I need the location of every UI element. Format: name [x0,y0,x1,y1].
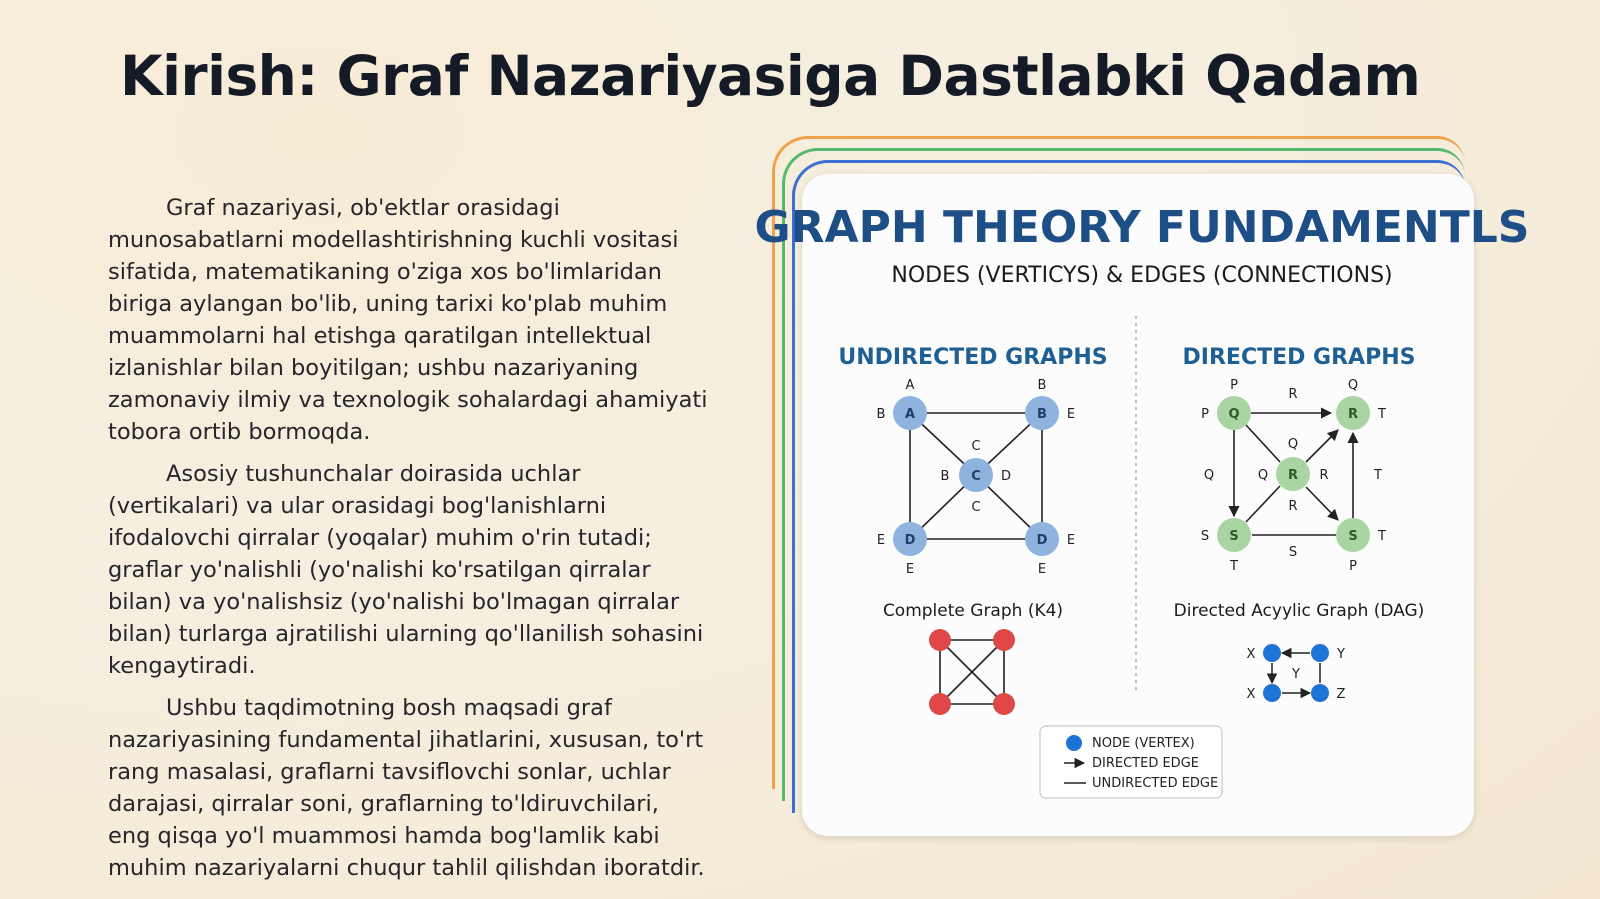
vertex-tag: B [1037,378,1047,393]
paragraph-intro: Graf nazariyasi, ob'ektlar orasidagi munosabatlarni modellashtirishning kuchli vositasi sifatida, matematikaning o'ziga xos bo'limlaridan biriga aylangan bo'lib, uning tarixi ko'plab muhim muammolarni hal etishga qaratilgan intellektual izlanishlar bilan boyitilgan; ushbu nazariyaning zamonaviy ilmiy va texnologik sohalardagi ahamiyati tobora ortib bormoqda. [108,195,708,445]
node-label: S [1229,529,1239,544]
edge [1246,486,1280,522]
vertex-tag: A [905,378,915,393]
vertex-tag: T [1230,559,1238,574]
node-label: R [1287,468,1299,483]
infographic-panel [754,136,1530,846]
dag-tag: X [1246,687,1256,702]
dot-icon [1066,735,1082,751]
vertex-tag: P [1230,378,1238,393]
vertex-tag: E [1066,407,1076,422]
edge-tag: Q [1203,468,1215,483]
dag-node [1311,684,1329,702]
infographic-subtitle: NODES (VERTICYS) & EDGES (CONNECTIONS) [891,263,1393,288]
directed-edge [1306,430,1338,462]
dag-node [1311,644,1329,662]
legend-label: DIRECTED EDGE [1092,756,1199,771]
vertex-tag: R [1288,499,1298,514]
infographic-title: GRAPH THEORY FUNDAMENTLS [754,202,1530,253]
edge-tag: R [1288,387,1298,402]
vertex-tag: P [1201,407,1209,422]
dag-node [1263,684,1281,702]
node-label: Q [1228,407,1240,422]
node-label: D [904,533,916,548]
legend-label: NODE (VERTEX) [1092,736,1195,751]
undirected-graph [877,378,1076,577]
dag-tag: Y [1337,647,1345,662]
vertex-tag: E [876,533,886,548]
directed-heading: DIRECTED GRAPHS [1182,345,1416,370]
vertex-tag: C [971,439,981,454]
node-label: A [904,407,916,422]
k4-graph [929,629,1015,715]
slide-title: Kirish: Graf Nazariyasiga Dastlabki Qadam [120,44,1421,108]
infographic-svg [754,174,1530,836]
dag-tag: Y [1292,667,1300,682]
vertex-tag: Q [1257,468,1269,483]
k4-node [993,629,1015,651]
dag-node [1263,644,1281,662]
dag-caption: Directed Acyylic Graph (DAG) [1173,601,1425,621]
node-label: R [1347,407,1359,422]
paragraph-goal: Ushbu taqdimotning bosh maqsadi graf nazariyasining fundamental jihatlarini, xususan, to'rt rang masalasi, graflarni tavsiflovchi sonlar, uchlar darajasi, qirralar soni, graflarning to'ldiruvchilari, eng qisqa yo'l muammosi hamda bog'lamlik kabi muhim nazariyalarni chuqur tahlil qilishdan iboratdir. [108,695,705,881]
vertex-tag: B [876,407,886,422]
node-label: B [1037,407,1047,422]
vertex-tag: E [1066,533,1076,548]
paragraph-concepts: Asosiy tushunchalar doirasida uchlar (vertikalari) va ular orasidagi bog'lanishlarni ifodalovchi qirralar (yoqalar) muhim o'rin tutadi; graflar yo'nalishli (yo'nalishi ko'rsatilgan qirralar bilan) va yo'nalishsiz (yo'nalishi bo'lmagan qirralar bilan) turlarga ajratilishi ularning qo'llanilish sohasini kengaytiradi. [108,461,704,679]
edge-tag: T [1374,468,1382,483]
directed-edge [1306,487,1338,520]
vertex-tag: R [1319,468,1329,483]
vertex-tag: E [905,562,915,577]
dag-tag: Z [1336,687,1346,702]
vertex-tag: S [1200,529,1210,544]
k4-node [993,693,1015,715]
node-label: S [1348,529,1358,544]
vertex-tag: E [1037,562,1047,577]
edge-tag: S [1288,545,1298,560]
legend-label: UNDIRECTED EDGE [1092,776,1219,791]
k4-caption: Complete Graph (K4) [882,601,1064,621]
vertex-tag: Q [1287,437,1299,452]
node-label: D [1036,533,1048,548]
vertex-tag: C [971,500,981,515]
vertex-tag: D [1000,469,1012,484]
vertex-tag: T [1378,529,1386,544]
vertex-tag: P [1349,559,1357,574]
dag-tag: X [1246,647,1256,662]
k4-node [929,629,951,651]
vertex-tag: Q [1347,378,1359,393]
undirected-heading: UNDIRECTED GRAPHS [838,345,1108,370]
k4-node [929,693,951,715]
vertex-tag: T [1378,407,1386,422]
edge [1246,425,1280,462]
dag-graph [1247,644,1346,702]
infographic-card [754,174,1530,836]
vertex-tag: B [940,469,950,484]
slide-body [108,192,708,894]
directed-graph [1201,378,1386,574]
node-label: C [971,469,981,484]
legend [1040,726,1222,798]
